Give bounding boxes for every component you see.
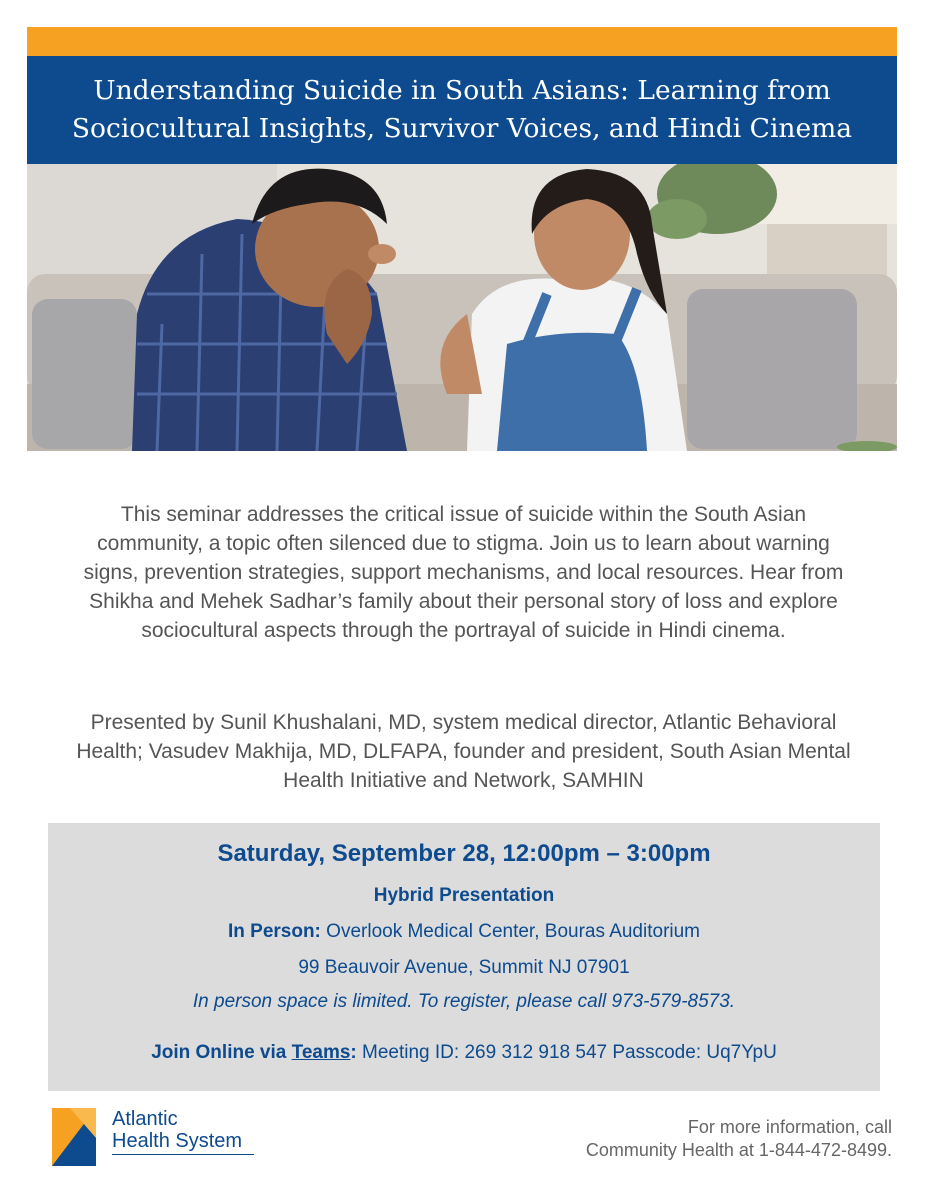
event-date-time: Saturday, September 28, 12:00pm – 3:00pm — [217, 840, 711, 867]
couple-illustration — [27, 164, 897, 451]
contact-info — [586, 1116, 892, 1162]
logo-underline — [112, 1154, 254, 1155]
online-label: Join Online via — [151, 1042, 287, 1063]
seminar-description: This seminar addresses the critical issue of suicide within the South Asian community, a topic often silenced due to stigma. Join us to learn about warning signs, prevention strategies, support mechanisms, and local resources. Hear from Shikha and Mehek Sadhar’s family about their personal story of loss and explore sociocultural aspects through the portrayal of suicide in Hindi cinema. — [83, 503, 844, 642]
logo-line-1: Atlantic — [112, 1108, 178, 1130]
hero-photo — [27, 164, 897, 451]
meeting-details: Meeting ID: 269 312 918 547 Passcode: Uq7YpU — [362, 1042, 777, 1063]
event-details-box — [48, 823, 880, 1091]
in-person-venue: Overlook Medical Center, Bouras Auditorium — [326, 921, 701, 942]
logo-line-2: Health System — [112, 1130, 243, 1152]
online-colon: : — [350, 1042, 357, 1063]
registration-note: In person space is limited. To register, please call 973-579-8573. — [192, 991, 736, 1012]
logo-wordmark — [112, 1108, 242, 1152]
orange-accent-bar — [27, 27, 897, 56]
in-person-label: In Person: — [227, 921, 321, 942]
atlantic-health-logo — [52, 1108, 312, 1168]
title-banner — [27, 56, 897, 164]
contact-line-1: For more information, call — [687, 1117, 892, 1137]
venue-address: 99 Beauvoir Avenue, Summit NJ 07901 — [298, 957, 630, 978]
contact-line-2: Community Health at 1-844-472-8499. — [585, 1140, 892, 1160]
in-person-line — [48, 921, 880, 943]
teams-link[interactable]: Teams — [291, 1042, 351, 1063]
page-title: Understanding Suicide in South Asians: Learning from Sociocultural Insights, Survivor Voices, and Hindi Cinema — [71, 75, 853, 144]
presenters-text: Presented by Sunil Khushalani, MD, system medical director, Atlantic Behavioral Health; Vasudev Makhija, MD, DLFAPA, founder and president, South Asian Mental Health Initiative and Network, SAMHIN — [76, 711, 851, 792]
online-line — [48, 1042, 880, 1064]
logo-mark-icon — [52, 1108, 96, 1166]
event-format: Hybrid Presentation — [373, 885, 555, 906]
